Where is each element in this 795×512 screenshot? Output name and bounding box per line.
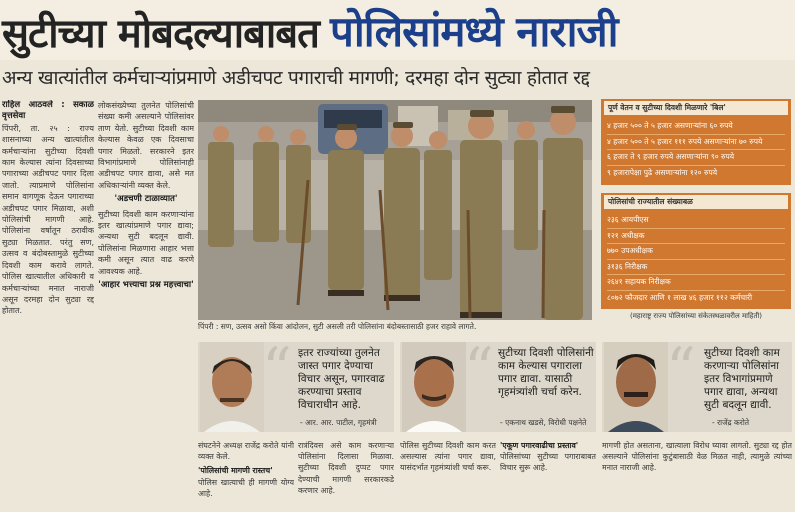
- bottom-column-4: [500, 440, 596, 510]
- pay-row: ९ हजारापेक्षा पुढे असणाऱ्यांना १२० रुपये: [607, 167, 718, 177]
- strength-row: १२१ अधीक्षक: [607, 229, 785, 245]
- portrait-illustration: [200, 342, 264, 432]
- quote-3-text: सुटीच्या दिवशी काम करणाऱ्या पोलिसांना इतर विभागांप्रमाणे पगार द्यावा, अन्यथा सुटी बदलून द्यावी.: [704, 347, 780, 411]
- quote-mark-icon: “: [464, 335, 494, 403]
- article-column-2: [98, 100, 194, 440]
- bottom-text-4: पोलिसांच्या सुटीच्या पगाराबाबत विचार सुरू आहे.: [500, 452, 596, 473]
- bottom-column-1: [198, 440, 294, 510]
- headline-part2: पोलिसांमध्ये नाराजी: [330, 7, 618, 56]
- byline: राहिल आठवले : सकाळ वृत्तसेवा: [2, 100, 94, 122]
- article-text-col1: पिंपरी, ता. २५ : राज्य शासनाच्या अन्य खात्यांतील कर्मचाऱ्यांना सुटीच्या दिवशी काम केल्यास त्यांना दिवसाच्या पगाराच्या अडीचपट पगार दिला जातो. त्याप्रमाणे पोलिसांना समान वागणूक देऊन पगाराच्या अडीचपट पगार मिळावा, अशी पोलिसांची मागणी आहे. पोलिसांना वर्षातून ठरावीक सुट्या मिळतात. परंतु सण, उत्सव व बंदोबस्तामुळे सुटीच्या दिवशी काम करावे लागते. पोलिस खात्यातील अधिकारी व कर्मचाऱ्यांच्या मनात नाराजी असून दरमहा दोन सुट्या रद्द होतात.: [2, 123, 94, 316]
- article-text-col2a: लोकसंख्येच्या तुलनेत पोलिसांची संख्या कमी असल्याने पोलिसांवर ताण येतो. सुटीच्या दिवशी काम केल्यास केवळ एक दिवसाचा पगार मिळतो. सरकारने इतर विभागांप्रमाणे पोलिसांनाही अडीचपट पगार द्यावा, असे मत अधिकाऱ्यांनी व्यक्त केले.: [98, 101, 194, 190]
- bottom-column-2: [298, 440, 394, 510]
- bottom-text-3: पोलिस सुटीच्या दिवशी काम करत असल्यास त्यांना पगार द्यावा, यासंदर्भात गृहमंत्र्यांशी चर्चा करू.: [400, 441, 496, 473]
- bottom-text-2: रात्रंदिवस असे काम करणाऱ्या पोलिसांना दिलासा मिळावा. सुटीच्या दिवशी दुप्पट पगार देण्याची मागणी सरकारकडे करणार आहे.: [298, 441, 394, 495]
- strength-row: ७७० उपअधीक्षक: [607, 244, 785, 260]
- pay-info-box: [601, 99, 791, 185]
- pay-row: ४ हजार ५०० ते ५ हजार १११ रुपये असणाऱ्यांना ७० रुपये: [607, 135, 785, 151]
- portrait-rr-patil: [200, 342, 264, 432]
- subhead-ahar-bhatta: 'आहार भत्त्याचा प्रश्न महत्त्वाचा': [98, 280, 194, 291]
- quote-1-text: इतर राज्यांच्या तुलनेत जास्त पगार देण्याचा विचार असून, पगारवाढ करण्याचा प्रस्ताव विचाराधीन आहे.: [298, 347, 385, 411]
- headline-band: [0, 0, 795, 60]
- bottom-text-1: संघटनेने अध्यक्ष राजेंद्र करोते यांनी व्यक्त केले.: [198, 441, 294, 462]
- strength-row: ८०७२ फौजदार आणि १ लाख ४६ हजार ११२ कर्मचारी: [607, 292, 753, 302]
- strength-row: २६४१ सहायक निरीक्षक: [607, 275, 785, 291]
- portrait-illustration: [402, 342, 466, 432]
- subhead-police-demand: 'पोलिसांची मागणी रास्तच': [198, 466, 273, 476]
- strength-source-note: (महाराष्ट्र राज्य पोलिसांच्या संकेतस्थळावरील माहिती): [629, 312, 763, 320]
- bottom-text-1b: पोलिस खात्याची ही मागणी योग्य आहे.: [198, 477, 294, 498]
- quote-mark-icon: “: [666, 335, 696, 403]
- pay-box-title: पूर्ण वेतन व सुटीच्या दिवशी मिळणारे 'बिल': [604, 101, 788, 115]
- bottom-column-5: [602, 440, 792, 510]
- quote-3-author: - राजेंद्र करोते: [712, 418, 750, 427]
- subhead-pay-proposal: 'एकूण पगारवाढीचा प्रस्ताव': [500, 441, 579, 450]
- police-photo: [198, 100, 592, 320]
- article-text-col2b: सुटीच्या दिवशी काम करणाऱ्यांना इतर खात्यांप्रमाणे पगार द्यावा; अन्यथा सुटी बदलून द्यावी. पोलिसांना मिळणारा आहार भत्ता कमी असून त्यात वाढ करणे आवश्यक आहे.: [98, 209, 194, 276]
- strength-box-title: पोलिसांची राज्यातील संख्याबळ: [604, 195, 788, 209]
- strength-row: २३६ आयपीएस: [607, 213, 785, 229]
- quote-2-text: सुटीच्या दिवशी पोलिसांनी काम केल्यास पगाराला पगार द्यावा. यासाठी गृहमंत्र्यांशी चर्चा करेन.: [498, 347, 594, 398]
- quote-1-author: - आर. आर. पाटील, गृहमंत्री: [300, 418, 377, 427]
- bottom-column-3: [400, 440, 496, 510]
- portrait-eknath-khadse: [402, 342, 466, 432]
- portrait-rajendra-karote: [604, 342, 668, 432]
- headline-part1: सुटीच्या मोबदल्याबाबत: [2, 11, 319, 57]
- portrait-illustration: [604, 342, 668, 432]
- quote-mark-icon: “: [262, 335, 292, 403]
- article-column-1: [2, 100, 94, 440]
- subheadline: अन्य खात्यांतील कर्मचाऱ्यांप्रमाणे अडीचपट पगाराची मागणी; दरमहा दोन सुट्या होतात रद्द: [2, 67, 590, 89]
- bottom-text-5: मागणी होत असताना, खात्याला विरोध घ्यावा लागतो. सुट्या रद्द होत असल्याने पोलिसांना कुटुंबासाठी वेळ मिळत नाही, त्यामुळे त्यांच्या मनात नाराजी आहे.: [602, 441, 792, 473]
- strength-row: ३१३६ निरीक्षक: [607, 260, 785, 276]
- photo-caption: पिंपरी : सण, उत्सव असो किंवा आंदोलन, सुटी असली तरी पोलिसांना बंदोबस्तासाठी हजर राहावे लागते.: [198, 322, 477, 331]
- pay-row: ४ हजार ५०० ते ५ हजार असणाऱ्यांना ६० रुपये: [607, 119, 785, 135]
- quote-2-author: - एकनाथ खडसे, विरोधी पक्षनेते: [500, 418, 587, 427]
- police-officers-illustration: [198, 100, 592, 320]
- strength-info-box: [601, 193, 791, 309]
- pay-row: ६ हजार ते ९ हजार रुपये असणाऱ्यांना ९० रुपये: [607, 150, 785, 166]
- subhead-adchani: 'अडचणी टाळाव्यात': [114, 194, 178, 205]
